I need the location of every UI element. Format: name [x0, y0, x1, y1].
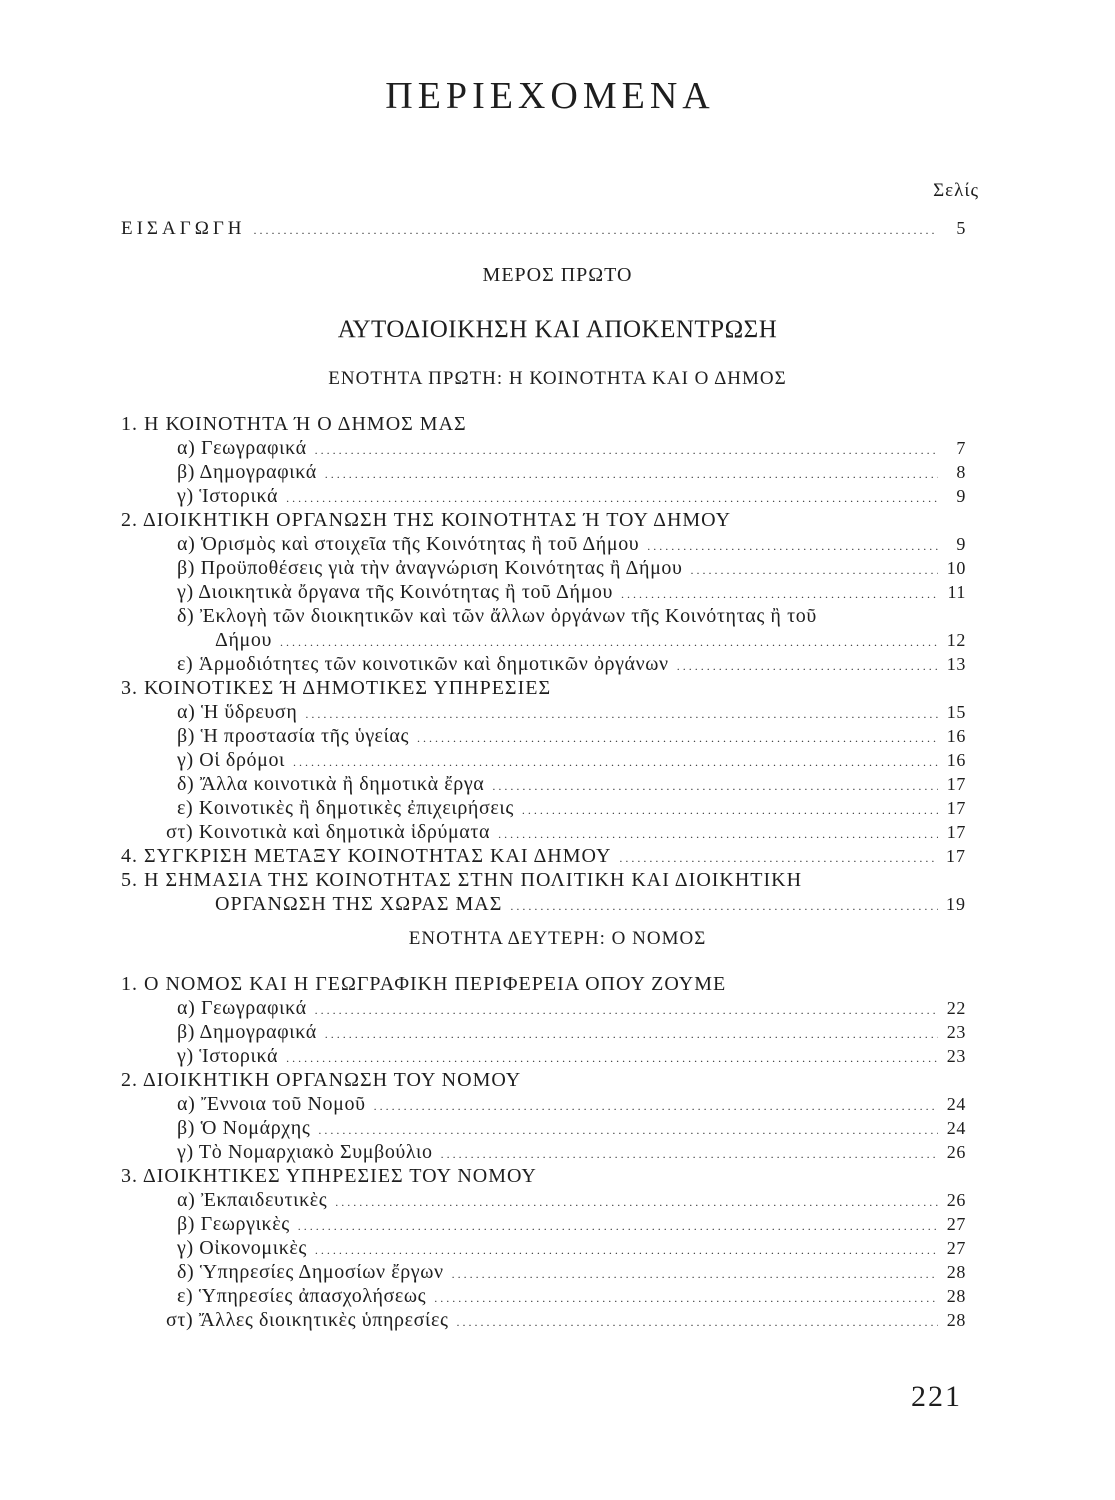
dot-leader: [621, 582, 938, 606]
toc-entry-page: 7: [956, 438, 966, 458]
toc-entry-page: 12: [946, 630, 966, 650]
toc-entry-label: γ) Ἱστορικά: [177, 485, 279, 507]
toc-entry-label: ε) Ὑπηρεσίες ἀπασχολήσεως: [177, 1285, 427, 1307]
toc-entry[interactable]: [166, 1308, 966, 1334]
toc-entry[interactable]: [177, 1140, 966, 1166]
dot-leader: [441, 1142, 938, 1166]
toc-entry-label: β) Ἡ προστασία τῆς ὑγείας: [177, 725, 410, 747]
toc-entry-label: γ) Τὸ Νομαρχιακὸ Συμβούλιο: [177, 1141, 433, 1163]
toc-entry[interactable]: [177, 724, 966, 750]
dot-leader: [374, 1094, 938, 1118]
toc-entry[interactable]: [177, 1188, 966, 1214]
dot-leader: [280, 630, 938, 654]
toc-entry-label: γ) Διοικητικὰ ὄργανα τῆς Κοινότητας ἢ τοῦ Δήμου: [177, 581, 614, 603]
toc-entry-label: δ) Ὑπηρεσίες Δημοσίων ἔργων: [177, 1261, 444, 1283]
toc-entry-page: 22: [946, 998, 966, 1018]
toc-entry-page: 19: [946, 894, 966, 914]
toc-entry[interactable]: [166, 820, 966, 846]
dot-leader: [286, 1046, 938, 1070]
section-title[interactable]: 2. ΔΙΟΙΚΗΤΙΚΗ ΟΡΓΑΝΩΣΗ ΤΟΥ ΝΟΜΟΥ: [121, 1069, 522, 1091]
dot-leader: [522, 798, 938, 822]
toc-entry[interactable]: [177, 700, 966, 726]
toc-entry[interactable]: [177, 1284, 966, 1310]
toc-entry[interactable]: [177, 996, 966, 1022]
toc-entry[interactable]: [177, 1212, 966, 1238]
toc-entry-page: 26: [946, 1142, 966, 1162]
toc-entry-label: γ) Ἱστορικά: [177, 1045, 279, 1067]
toc-entry-label: 4. ΣΥΓΚΡΙΣΗ ΜΕΤΑΞΥ ΚΟΙΝΟΤΗΤΑΣ ΚΑΙ ΔΗΜΟΥ: [121, 845, 612, 867]
toc-entry-label: β) Γεωργικὲς: [177, 1213, 290, 1235]
toc-entry[interactable]: [177, 1236, 966, 1262]
page-number: 221: [911, 1380, 962, 1413]
toc-entry-page: 27: [946, 1238, 966, 1258]
toc-entry-label: δ) Ἄλλα κοινοτικὰ ἢ δημοτικὰ ἔργα: [177, 773, 485, 795]
toc-entry[interactable]: [177, 460, 966, 486]
toc-entry-page: 17: [946, 774, 966, 794]
toc-entry-label: α) Ἐκπαιδευτικὲς: [177, 1189, 328, 1211]
dot-leader: [293, 750, 938, 774]
dot-leader: [452, 1262, 938, 1286]
toc-entry[interactable]: [177, 532, 966, 558]
dot-leader: [315, 1238, 938, 1262]
toc-entry-label: β) Δημογραφικά: [177, 1021, 317, 1043]
toc-entry[interactable]: [215, 892, 966, 918]
toc-entry-page: 23: [946, 1046, 966, 1066]
toc-entry-page: 8: [956, 462, 966, 482]
dot-leader: [619, 846, 938, 870]
toc-entry-label: γ) Οἱ δρόμοι: [177, 749, 286, 771]
pages-column-label: Σελίς: [933, 180, 979, 201]
dot-leader: [315, 998, 938, 1022]
section-title[interactable]: 3. ΚΟΙΝΟΤΙΚΕΣ Ή ΔΗΜΟΤΙΚΕΣ ΥΠΗΡΕΣΙΕΣ: [121, 677, 552, 699]
toc-entry[interactable]: [177, 652, 966, 678]
dot-leader: [417, 726, 938, 750]
toc-entry-page: 26: [946, 1190, 966, 1210]
toc-entry-intro[interactable]: [121, 216, 966, 242]
toc-entry-page: 17: [946, 846, 966, 866]
toc-entry-label: ΟΡΓΑΝΩΣΗ ΤΗΣ ΧΩΡΑΣ ΜΑΣ: [215, 893, 503, 915]
toc-entry-label: στ) Κοινοτικὰ καὶ δημοτικὰ ἱδρύματα: [166, 821, 491, 843]
toc-entry-label: β) Προϋποθέσεις γιὰ τὴν ἀναγνώριση Κοινότητας ἢ Δήμου: [177, 557, 683, 579]
toc-entry-page: 17: [946, 822, 966, 842]
toc-entry-page: 9: [956, 486, 966, 506]
dot-leader: [335, 1190, 938, 1214]
dot-leader: [677, 654, 938, 678]
toc-entry-page: 23: [946, 1022, 966, 1042]
toc-entry-label: ε) Ἁρμοδιότητες τῶν κοινοτικῶν καὶ δημοτικῶν ὀργάνων: [177, 653, 669, 675]
toc-entry-page: 15: [946, 702, 966, 722]
toc-entry[interactable]: [215, 628, 966, 654]
unit-heading-2: ΕΝΟΤΗΤΑ ΔΕΥΤΕΡΗ: Ο ΝΟΜΟΣ: [408, 928, 707, 949]
toc-entry[interactable]: [177, 484, 966, 510]
toc-entry-label: β) Ὁ Νομάρχης: [177, 1117, 311, 1139]
toc-entry-page: 28: [946, 1286, 966, 1306]
toc-entry-label: α) Ὁρισμὸς καὶ στοιχεῖα τῆς Κοινότητας ἢ τοῦ Δήμου: [177, 533, 640, 555]
dot-leader: [305, 702, 938, 726]
toc-entry[interactable]: [177, 1044, 966, 1070]
toc-entry[interactable]: [177, 1260, 966, 1286]
dot-leader: [456, 1310, 938, 1334]
dot-leader: [318, 1118, 938, 1142]
unit-heading-1: ΕΝΟΤΗΤΑ ΠΡΩΤΗ: Η ΚΟΙΝΟΤΗΤΑ ΚΑΙ Ο ΔΗΜΟΣ: [328, 368, 787, 389]
toc-entry-label: ε) Κοινοτικὲς ἢ δημοτικὲς ἐπιχειρήσεις: [177, 797, 514, 819]
toc-entry-page: 16: [946, 726, 966, 746]
dot-leader: [498, 822, 938, 846]
toc-entry-page: 24: [946, 1118, 966, 1138]
toc-entry-page: 13: [946, 654, 966, 674]
dot-leader: [298, 1214, 938, 1238]
toc-entry-page: 24: [946, 1094, 966, 1114]
toc-entry-label: γ) Οἰκονομικὲς: [177, 1237, 307, 1259]
toc-entry[interactable]: [177, 748, 966, 774]
toc-entry[interactable]: [177, 1020, 966, 1046]
dot-leader: [434, 1286, 938, 1310]
toc-entry-page: 27: [946, 1214, 966, 1234]
toc-entry[interactable]: [177, 556, 966, 582]
toc-entry-page: 9: [956, 534, 966, 554]
toc-entry-label[interactable]: δ) Ἐκλογὴ τῶν διοικητικῶν καὶ τῶν ἄλλων ὀργάνων τῆς Κοινότητας ἢ τοῦ: [177, 605, 817, 627]
dot-leader: [510, 894, 938, 918]
toc-entry-page: 11: [947, 582, 966, 602]
toc-entry-label: α) Γεωγραφικά: [177, 997, 307, 1019]
dot-leader: [286, 486, 938, 510]
toc-entry[interactable]: [177, 796, 966, 822]
dot-leader: [647, 534, 938, 558]
toc-entry[interactable]: [177, 580, 966, 606]
dot-leader: [315, 438, 938, 462]
section-title[interactable]: 1. Η ΚΟΙΝΟΤΗΤΑ Ή Ο ΔΗΜΟΣ ΜΑΣ: [121, 413, 467, 435]
page-title: ΠΕΡΙΕΧΟΜΕΝΑ: [385, 75, 715, 117]
part-heading: ΜΕΡΟΣ ΠΡΩΤΟ: [482, 264, 633, 286]
toc-entry-page: 16: [946, 750, 966, 770]
toc-entry-label: στ) Ἄλλες διοικητικὲς ὑπηρεσίες: [166, 1309, 449, 1331]
toc-entry[interactable]: [177, 436, 966, 462]
toc-entry-page: 5: [956, 218, 966, 238]
toc-entry-page: 17: [946, 798, 966, 818]
toc-entry-page: 10: [946, 558, 966, 578]
dot-leader: [254, 218, 938, 242]
part-title: ΑΥΤΟΔΙΟΙΚΗΣΗ ΚΑΙ ΑΠΟΚΕΝΤΡΩΣΗ: [337, 316, 778, 343]
toc-entry-label: ΕΙΣΑΓΩΓΗ: [121, 218, 246, 239]
toc-entry-page: 28: [946, 1262, 966, 1282]
toc-entry[interactable]: [177, 772, 966, 798]
toc-entry-label: Δήμου: [215, 629, 272, 651]
dot-leader: [325, 462, 938, 486]
section-title[interactable]: 3. ΔΙΟΙΚΗΤΙΚΕΣ ΥΠΗΡΕΣΙΕΣ ΤΟΥ ΝΟΜΟΥ: [121, 1165, 537, 1187]
toc-entry-label: β) Δημογραφικά: [177, 461, 317, 483]
dot-leader: [492, 774, 938, 798]
dot-leader: [691, 558, 938, 582]
dot-leader: [325, 1022, 938, 1046]
section-title[interactable]: 1. Ο ΝΟΜΟΣ ΚΑΙ Η ΓΕΩΓΡΑΦΙΚΗ ΠΕΡΙΦΕΡΕΙΑ ΟΠΟΥ ΖΟΥΜΕ: [121, 973, 727, 995]
section-title[interactable]: 2. ΔΙΟΙΚΗΤΙΚΗ ΟΡΓΑΝΩΣΗ ΤΗΣ ΚΟΙΝΟΤΗΤΑΣ Ή ΤΟΥ ΔΗΜΟΥ: [121, 509, 732, 531]
toc-entry-page: 28: [946, 1310, 966, 1330]
toc-entry[interactable]: [177, 1092, 966, 1118]
toc-entry-label: α) Ἔννοια τοῦ Νομοῦ: [177, 1093, 366, 1115]
section-title[interactable]: 5. Η ΣΗΜΑΣΙΑ ΤΗΣ ΚΟΙΝΟΤΗΤΑΣ ΣΤΗΝ ΠΟΛΙΤΙΚΗ ΚΑΙ ΔΙΟΙΚΗΤΙΚΗ: [121, 869, 803, 891]
toc-entry-section-4[interactable]: [121, 844, 966, 870]
toc-entry-label: α) Ἡ ὕδρευση: [177, 701, 298, 723]
toc-entry[interactable]: [177, 1116, 966, 1142]
toc-entry-label: α) Γεωγραφικά: [177, 437, 307, 459]
